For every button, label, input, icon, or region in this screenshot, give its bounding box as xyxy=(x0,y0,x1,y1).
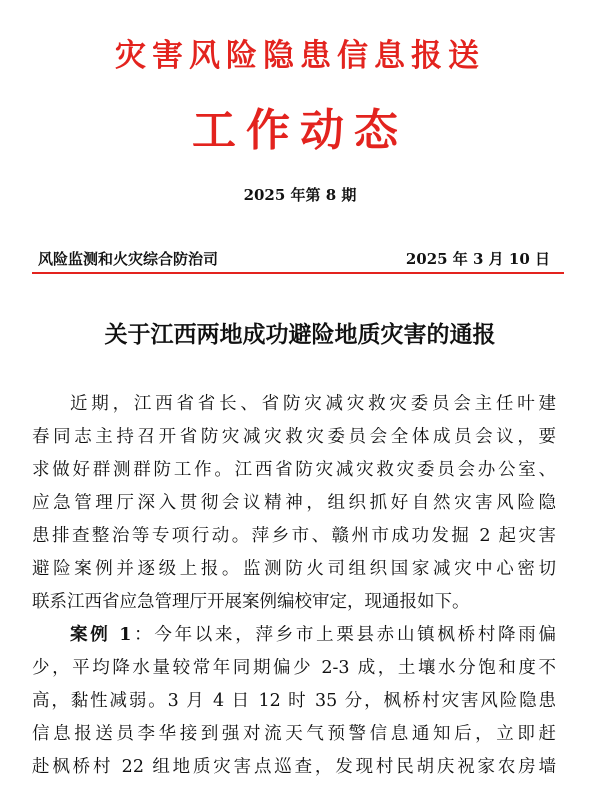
publish-date: 2025 年 3 月 10 日 xyxy=(405,250,550,268)
paragraph-line: 信息报送员李华接到强对流天气预警信息通知后，立即赶 xyxy=(32,724,556,744)
paragraph-line: 赴枫桥村 22 组地质灾害点巡查，发现村民胡庆祝家农房墙 xyxy=(32,757,556,777)
red-divider xyxy=(32,272,564,274)
paragraph-line: 近期，江西省省长、省防灾减灾救灾委员会主任叶建 xyxy=(70,394,556,414)
paragraph-line: 求做好群测群防工作。江西省防灾减灾救灾委员会办公室、 xyxy=(32,460,556,480)
meta-row xyxy=(38,248,554,272)
case-text: ：今年以来，萍乡市上栗县赤山镇枫桥村降雨偏 xyxy=(131,625,556,645)
paragraph-line: 高，黏性减弱。3 月 4 日 12 时 35 分，枫桥村灾害风险隐患 xyxy=(32,691,556,711)
paragraph-line: 应急管理厅深入贯彻会议精神，组织抓好自然灾害风险隐 xyxy=(32,493,556,513)
paragraph-line: 联系江西省应急管理厅开展案例编校审定，现通报如下。 xyxy=(32,592,470,612)
department: 风险监测和火灾综合防治司 xyxy=(38,250,219,268)
paragraph-line: 患排查整治等专项行动。萍乡市、赣州市成功发掘 2 起灾害 xyxy=(32,526,556,546)
case-first-line xyxy=(32,619,556,652)
document-title: 关于江西两地成功避险地质灾害的通报 xyxy=(104,321,496,348)
issue-number: 2025 年第 8 期 xyxy=(243,186,357,204)
paragraph-line: 避险案例并逐级上报。监测防火司组织国家减灾中心密切 xyxy=(32,559,556,579)
masthead-title: 灾害风险隐患信息报送 xyxy=(115,38,485,74)
document-body xyxy=(32,388,556,784)
case-label: 案例 1 xyxy=(70,625,132,645)
masthead-subtitle: 工作动态 xyxy=(192,105,408,156)
paragraph-line: 少，平均降水量较常年同期偏少 2-3 成，土壤水分饱和度不 xyxy=(32,658,556,678)
paragraph-line: 春同志主持召开省防灾减灾救灾委员会全体成员会议，要 xyxy=(32,427,556,447)
